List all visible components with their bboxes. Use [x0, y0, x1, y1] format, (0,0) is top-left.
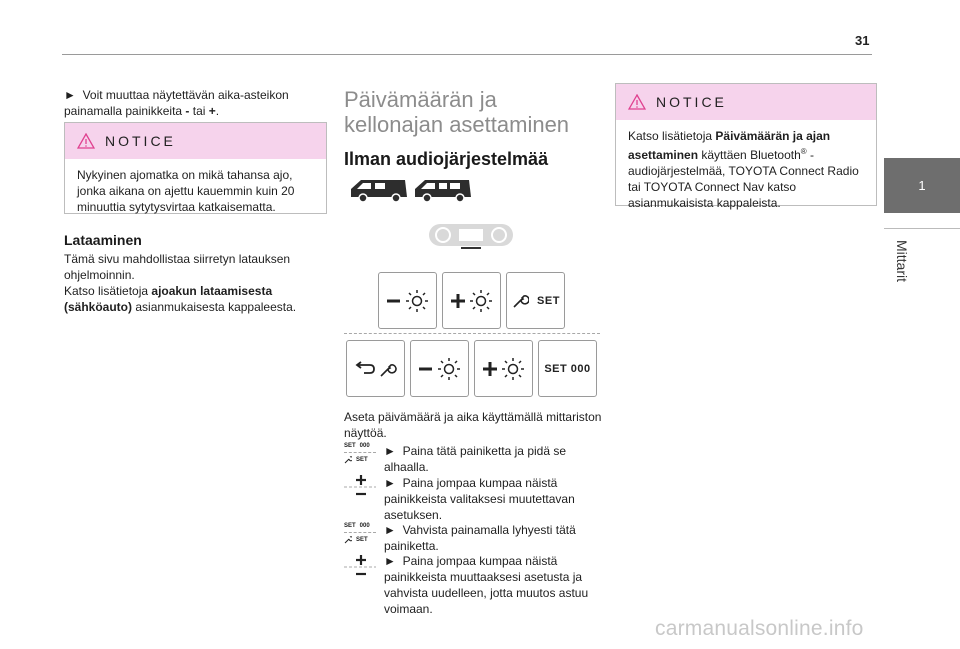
dimmer-plus-button-2[interactable]: [474, 340, 533, 397]
wrench-set-button[interactable]: [506, 272, 565, 329]
wrench-icon: [511, 292, 529, 310]
page-number: 31: [855, 33, 870, 48]
dimmer-minus-button[interactable]: [378, 272, 437, 329]
minus-brightness-icon: [416, 357, 464, 381]
set-000-button[interactable]: [538, 340, 597, 397]
section-label: Mittarit: [894, 240, 910, 282]
notice-text: Nykyinen ajomatka on mikä tahansa ajo, jonka aikana on ajettu kauemmin kuin 20 minuuttia sytytysvirtaa katkaisematta.: [77, 168, 295, 214]
dimmer-minus-button-2[interactable]: [410, 340, 469, 397]
notice-header: [616, 84, 876, 120]
chapter-tab[interactable]: 1: [884, 158, 960, 213]
step-4: ► Paina jompaa kumpaa näistä painikkeista muuttaaksesi asetusta ja vahvista uudelleen, jotta muutos astuu voimaan.: [384, 554, 589, 616]
dimmer-plus-button[interactable]: [442, 272, 501, 329]
set-000-mini-icon: SET 000 SET: [344, 443, 376, 464]
set-000-mini-icon-2: SET 000 SET: [344, 523, 376, 544]
subsection-title: Ilman audiojärjestelmää: [344, 149, 549, 169]
instrument-cluster-icon: [427, 222, 515, 252]
back-wrench-button[interactable]: [346, 340, 405, 397]
charging-text: Tämä sivu mahdollistaa siirretyn latauksen ohjelmoinnin. Katso lisätietoja ajoakun lataamisesta (sähköauto) asianmukaisesta kappaleesta.: [64, 252, 297, 314]
set-label: SET: [537, 294, 560, 307]
step-1: ► Paina tätä painiketta ja pidä se alhaalla.: [384, 444, 567, 474]
header-rule: [62, 54, 872, 55]
warning-icon: [77, 133, 95, 149]
charging-link: ajoakun lataamisesta (sähköauto): [64, 284, 273, 314]
notice-text: Katso lisätietoja Päivämäärän ja ajan asettaminen käyttäen Bluetooth® -audiojärjestelmää, TOYOTA Connect Radio tai TOYOTA Connect Nav katso asianmukaisista kappaleista.: [628, 129, 859, 210]
set-000-label: SET 000: [544, 362, 591, 375]
bullet-arrow: ►: [64, 88, 76, 102]
charging-heading: Lataaminen: [64, 232, 142, 248]
notice-title: NOTICE: [105, 133, 176, 149]
watermark: carmanualsonline.info: [655, 617, 864, 640]
side-divider: [884, 228, 960, 229]
notice-header: [65, 123, 326, 159]
minivan-icon: [413, 175, 473, 203]
van-icon: [349, 175, 409, 203]
instruction-intro: Aseta päivämäärä ja aika käyttämällä mittariston näyttöä.: [344, 410, 602, 440]
step-3: ► Vahvista painamalla lyhyesti tätä painiketta.: [384, 523, 576, 553]
warning-icon: [628, 94, 646, 110]
notice-link: Päivämäärän ja ajan asettaminen: [628, 129, 831, 162]
step-2: ► Paina jompaa kumpaa näistä painikkeista valitaksesi muutettavan asetuksen.: [384, 476, 575, 522]
notice-title: NOTICE: [656, 94, 727, 110]
back-arrow-wrench-icon: [354, 359, 398, 379]
intro-paragraph: ► Voit muuttaa näytettävän aika-asteikon painamalla painikkeita - tai +.: [64, 88, 289, 118]
notice-box-left: [64, 122, 327, 214]
plus-brightness-icon: [480, 357, 528, 381]
notice-box-right: [615, 83, 877, 210]
plus-brightness-icon: [448, 289, 496, 313]
minus-brightness-icon: [384, 289, 432, 313]
section-title: Päivämäärän ja kellonajan asettaminen: [344, 87, 570, 137]
divider-dashed: [344, 333, 600, 334]
